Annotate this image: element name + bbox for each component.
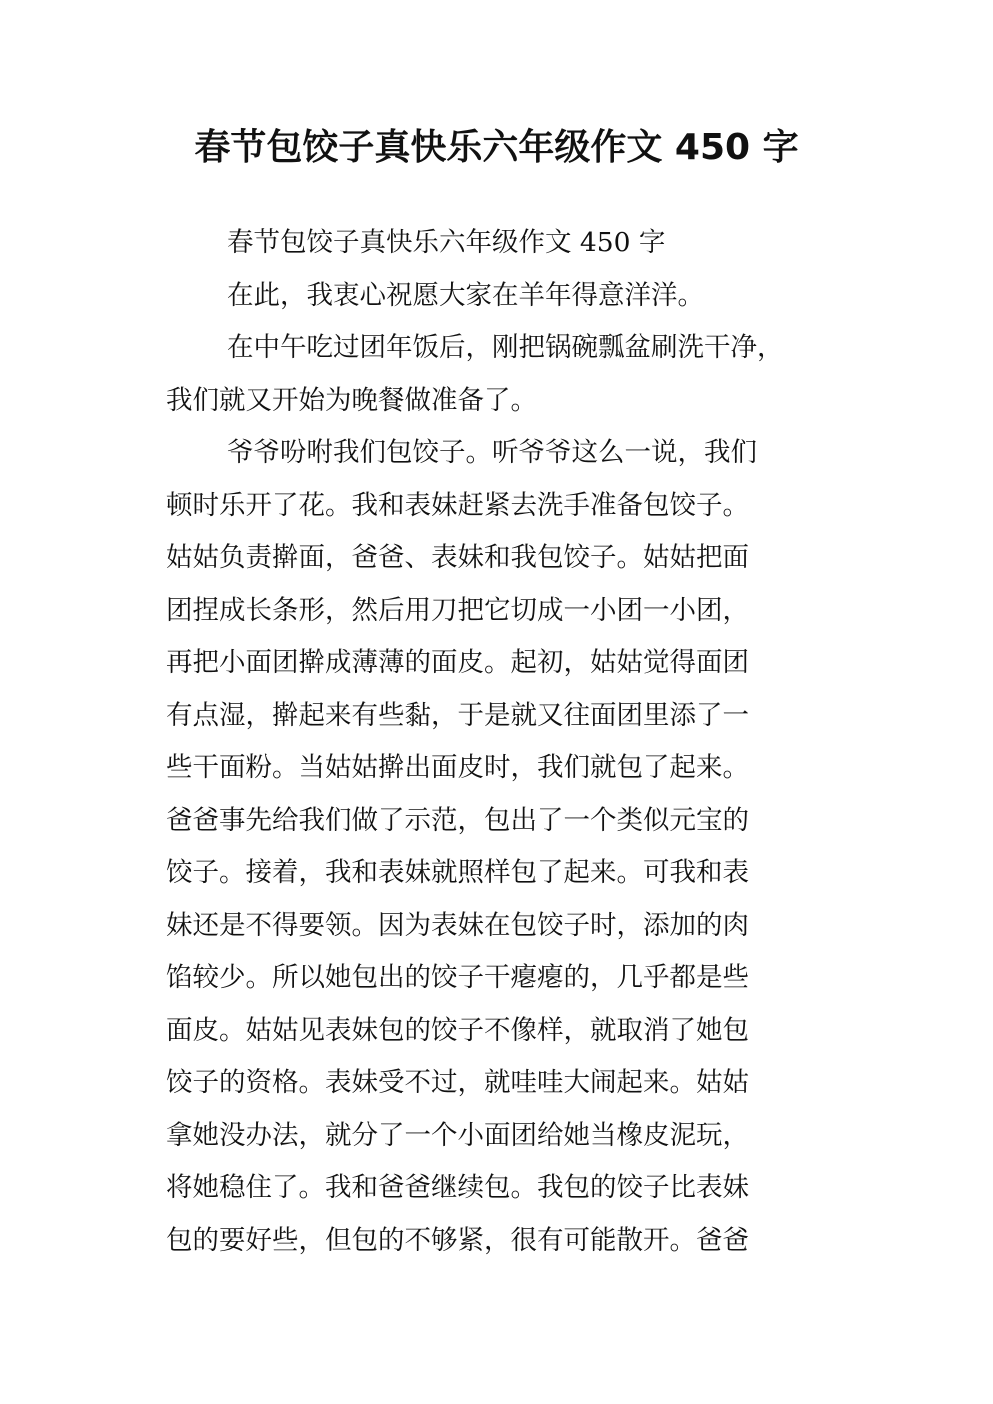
body-line: 我们就又开始为晚餐做准备了。 [166, 384, 537, 416]
body-line: 在中午吃过团年饭后，刚把锅碗瓢盆刷洗干净， [227, 332, 784, 363]
body-line: 爷爷吩咐我们包饺子。听爷爷这么一说，我们 [227, 437, 757, 468]
document-title: 春节包饺子真快乐六年级作文 450 字 [194, 127, 799, 168]
body-line: 团捏成长条形，然后用刀把它切成一小团一小团， [166, 594, 749, 626]
body-line: 面皮。姑姑见表妹包的饺子不像样，就取消了她包 [166, 1014, 749, 1046]
body-line: 姑姑负责擀面，爸爸、表妹和我包饺子。姑姑把面 [166, 542, 749, 573]
body-line: 饺子的资格。表妹受不过，就哇哇大闹起来。姑姑 [166, 1067, 749, 1098]
body-line: 拿她没办法，就分了一个小面团给她当橡皮泥玩， [166, 1119, 749, 1151]
body-line: 春节包饺子真快乐六年级作文 450 字 [227, 227, 666, 258]
document-body [166, 217, 834, 1267]
body-line: 再把小面团擀成薄薄的面皮。起初，姑姑觉得面团 [166, 647, 749, 678]
body-line: 有点湿，擀起来有些黏，于是就又往面团里添了一 [166, 699, 749, 731]
body-line: 饺子。接着，我和表妹就照样包了起来。可我和表 [166, 857, 749, 888]
body-line: 顿时乐开了花。我和表妹赶紧去洗手准备包饺子。 [166, 489, 749, 521]
body-line: 包的要好些，但包的不够紧，很有可能散开。爸爸 [166, 1224, 749, 1256]
body-line: 将她稳住了。我和爸爸继续包。我包的饺子比表妹 [166, 1172, 749, 1203]
body-line: 在此，我衷心祝愿大家在羊年得意洋洋。 [227, 279, 704, 311]
body-line: 馅较少。所以她包出的饺子干瘪瘪的，几乎都是些 [166, 962, 749, 993]
body-line: 妹还是不得要领。因为表妹在包饺子时，添加的肉 [166, 909, 749, 941]
body-line: 爸爸事先给我们做了示范，包出了一个类似元宝的 [166, 804, 749, 836]
body-line: 些干面粉。当姑姑擀出面皮时，我们就包了起来。 [166, 752, 749, 783]
